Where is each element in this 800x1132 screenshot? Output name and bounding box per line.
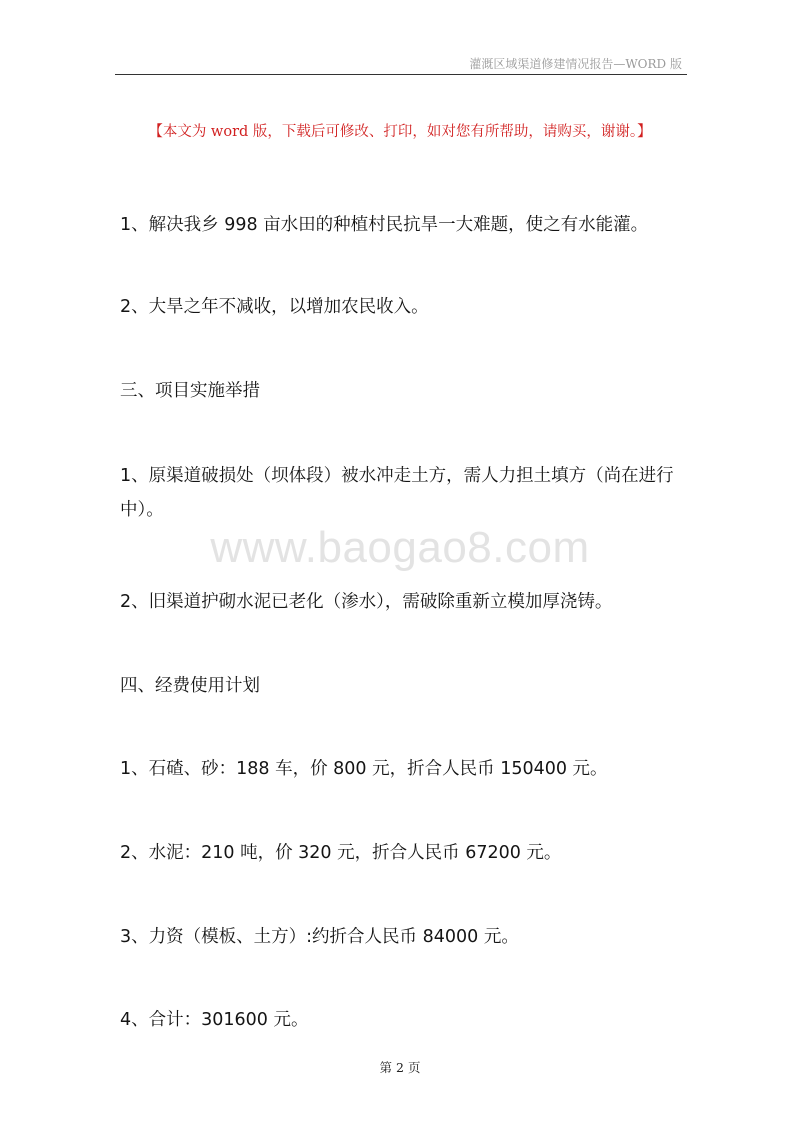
paragraph-measure-2: 2、旧渠道护砌水泥已老化（渗水），需破除重新立模加厚浇铸。 (120, 592, 613, 612)
section-heading-measures: 三、项目实施举措 (120, 381, 260, 401)
running-header: 灌溉区域渠道修建情况报告—WORD 版 (469, 57, 682, 71)
watermark: www.baogao8.com (210, 523, 590, 572)
section-heading-budget: 四、经费使用计划 (120, 676, 260, 696)
paragraph-goal-1: 1、解决我乡 998 亩水田的种植村民抗旱一大难题，使之有水能灌。 (120, 215, 649, 235)
paragraph-budget-3: 3、力资（模板、土方）:约折合人民币 84000 元。 (120, 927, 519, 947)
paragraph-budget-2: 2、水泥：210 吨，价 320 元，折合人民币 67200 元。 (120, 843, 562, 863)
paragraph-budget-1: 1、石碴、砂：188 车，价 800 元，折合人民币 150400 元。 (120, 759, 608, 779)
paragraph-measure-1: 1、原渠道破损处（坝体段）被水冲走土方，需人力担土填方（尚在进行中）。 (120, 466, 674, 520)
header-divider (115, 74, 687, 75)
purchase-notice: 【本文为 word 版，下载后可修改、打印，如对您有所帮助，请购买，谢谢。】 (148, 124, 652, 140)
paragraph-budget-total: 4、合计：301600 元。 (120, 1010, 309, 1030)
page-number: 第 2 页 (379, 1060, 421, 1075)
paragraph-goal-2: 2、大旱之年不减收，以增加农民收入。 (120, 297, 429, 317)
